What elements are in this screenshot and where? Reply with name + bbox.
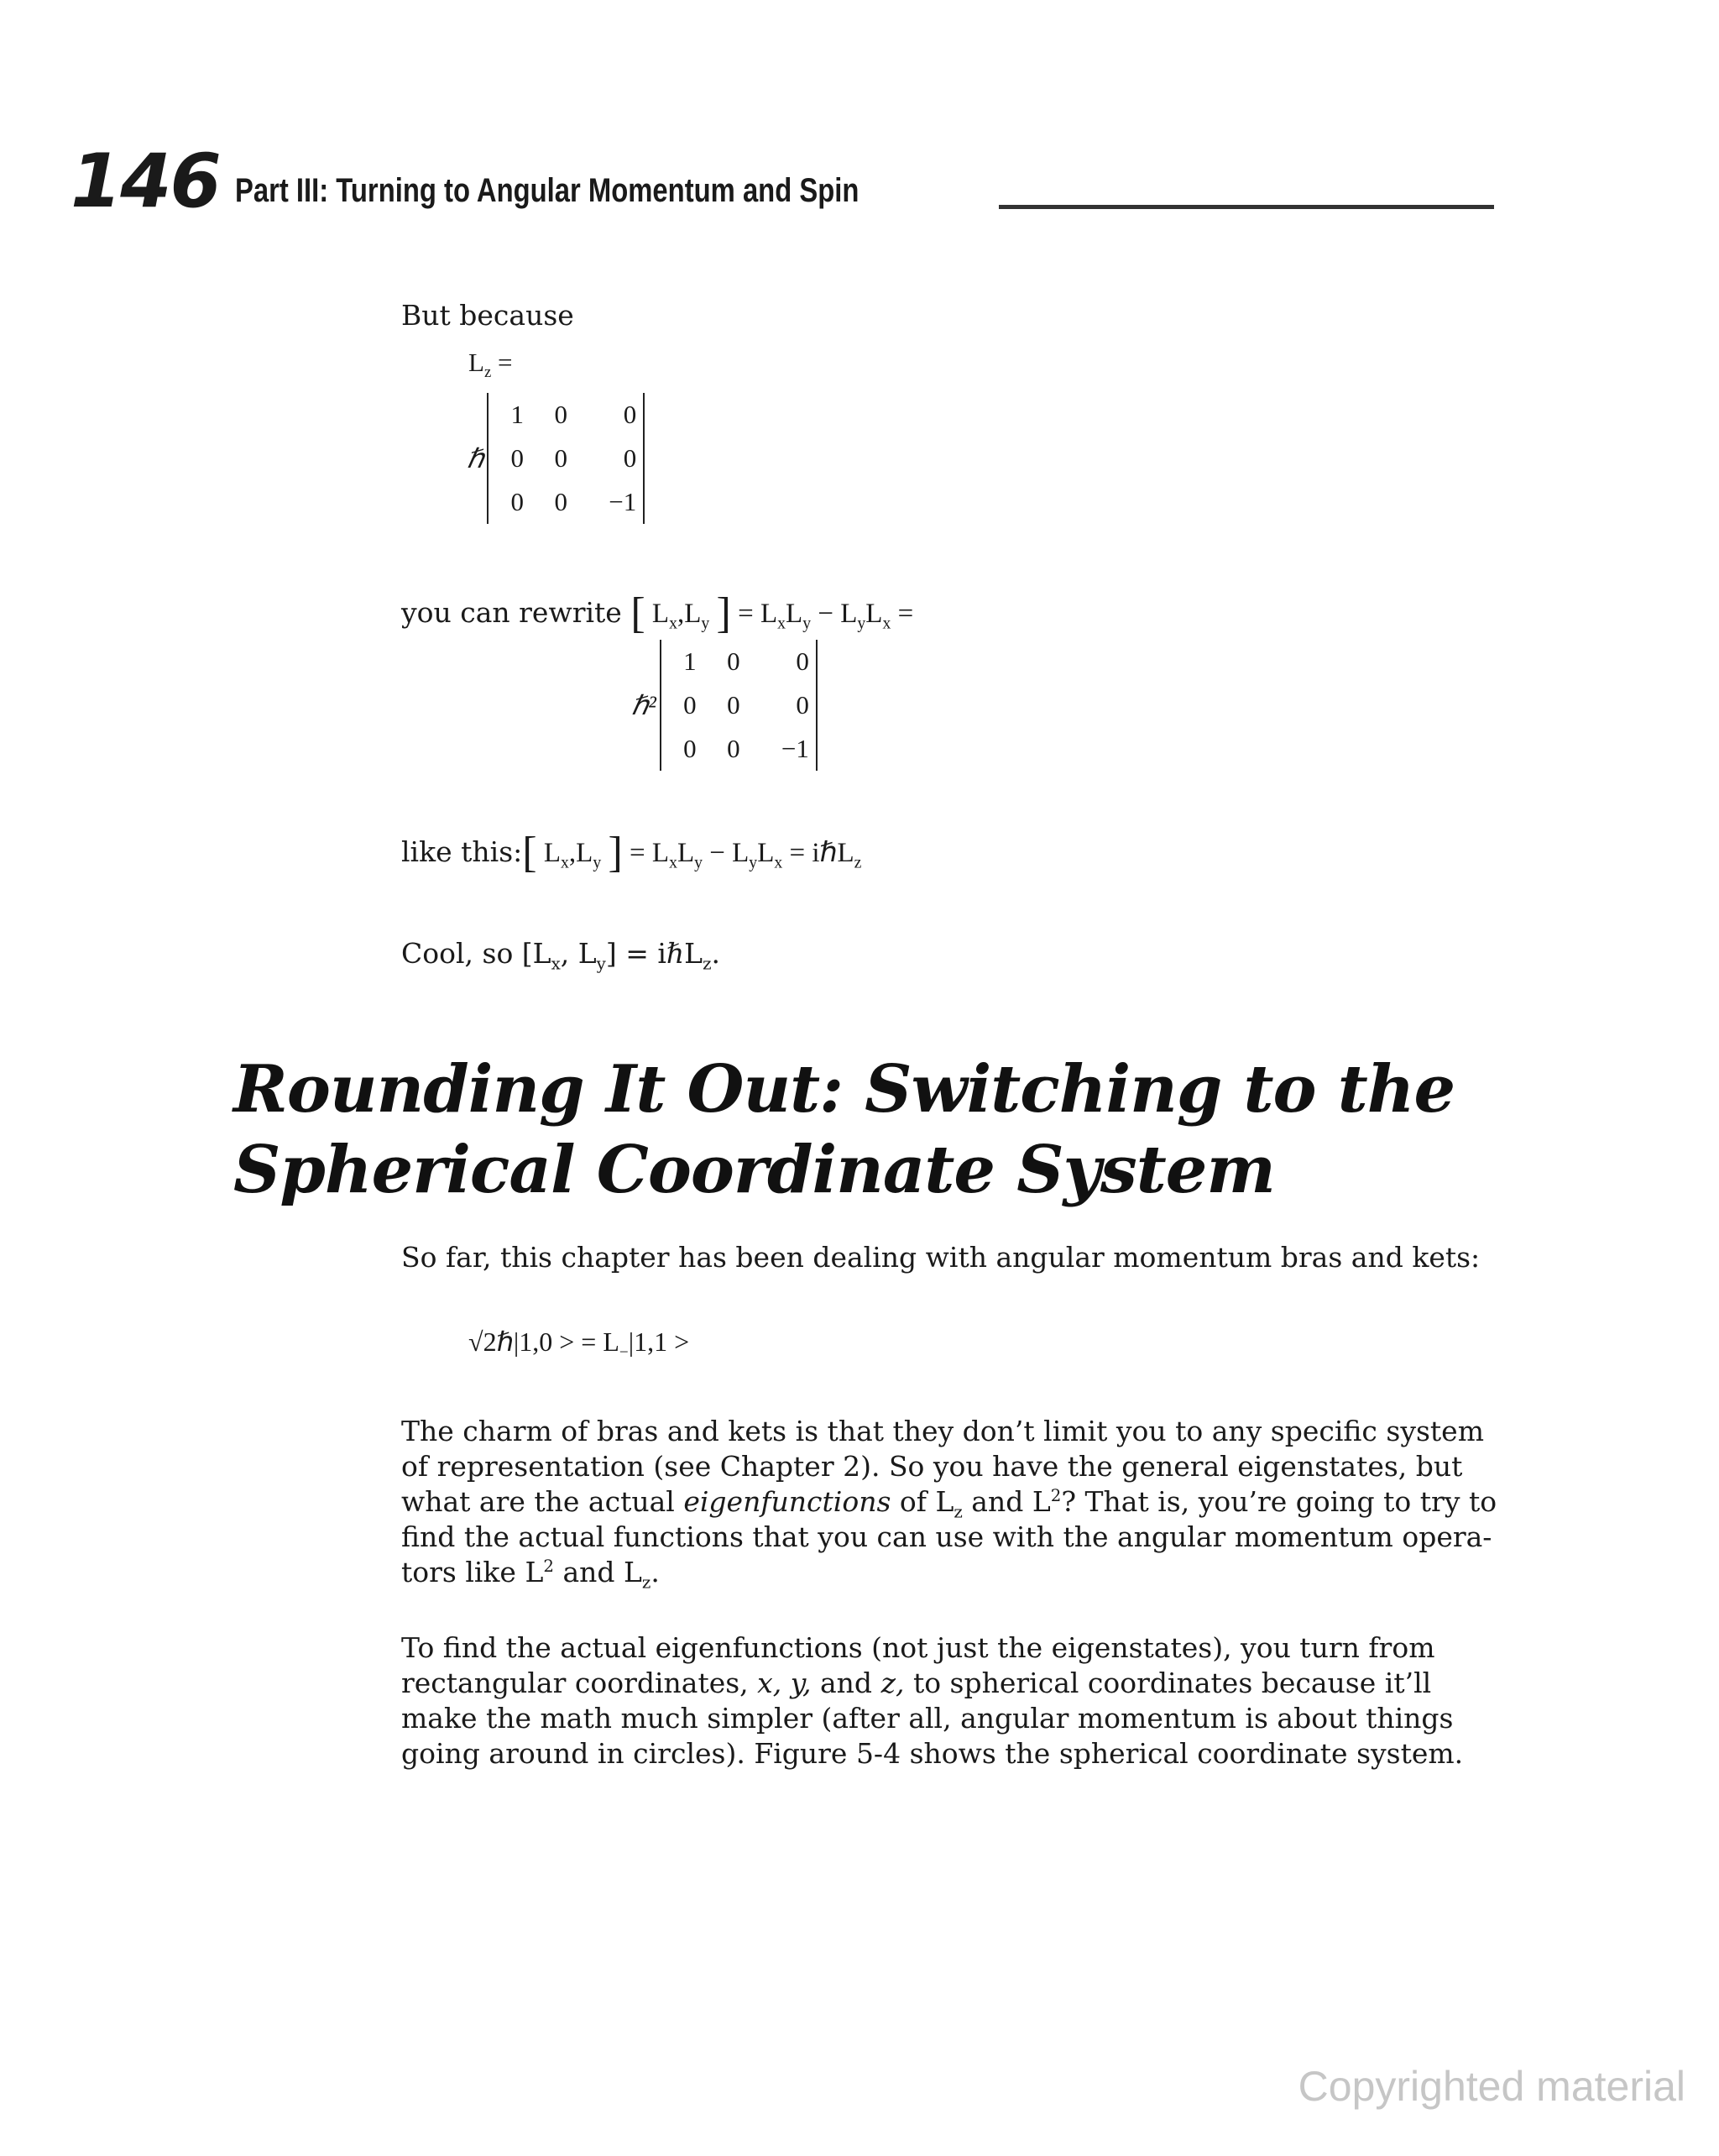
section-heading-line-2: Spherical Coordinate System — [233, 1132, 1275, 1208]
intro-paragraph: So far, this chapter has been dealing with angular momentum bras and kets: — [401, 1241, 1481, 1274]
matrix-cell: 0 — [510, 443, 525, 473]
paragraph-bras-kets: The charm of bras and kets is that they don’t limit you to any specific system of representation (see Chapter 2). So you have the general eigenstates, but what are the actual eigenfunctions of $L_z$ and $L^2$? That is, you’re going to try to find the actual functions that you can use with the angular momentum opera- tors like $L^2$ and $L_z$. — [401, 1415, 1497, 1593]
matrix-cell: 0 — [510, 487, 525, 516]
matrix-cell: −1 — [609, 487, 637, 516]
running-title: Part III: Turning to Angular Momentum and Spin — [235, 172, 860, 209]
matrix-cell: 0 — [683, 690, 697, 720]
lz-matrix — [467, 393, 645, 524]
like-this-line: like this:[ $L_x,L_y$ ] = $L_xL_y - L_yL_x$ = iℏL$_z$ — [401, 829, 862, 877]
matrix-cell: 0 — [727, 734, 740, 763]
hbar-squared-symbol: ℏ² — [631, 690, 656, 720]
matrix-cell: 0 — [623, 443, 637, 473]
ket-equation: √2ℏ|1,0 > = $L_-|1,1$ > — [468, 1327, 690, 1362]
lz-equation: $L_z$ = — [468, 348, 513, 382]
rewrite-line: you can rewrite [ $L_x,L_y$ ] = $L_xL_y - L_yL_x$ = — [401, 589, 914, 637]
page-number: 146 — [71, 138, 220, 224]
matrix-cell: 0 — [727, 646, 740, 676]
paragraph-spherical: To find the actual eigenfunctions (not just the eigenstates), you turn from rectangular coordinates, x, y, and z, to spherical coordinates because it’ll make the math much simpler (after all, angular momentum is about things going around in circles). Figure 5-4 shows the spherical coordinate system. — [401, 1631, 1464, 1770]
matrix-cell: 0 — [623, 400, 637, 429]
rewrite-matrix — [631, 640, 818, 771]
matrix-cell: 0 — [683, 734, 697, 763]
matrix-cell: 1 — [683, 646, 697, 676]
matrix-cell: 0 — [796, 646, 809, 676]
matrix-cell: 0 — [796, 690, 809, 720]
matrix-cell: 0 — [554, 400, 568, 429]
header-rule — [999, 205, 1494, 209]
but-because-text: But because — [401, 299, 574, 332]
section-heading — [233, 1049, 1455, 1211]
matrix-cell: −1 — [781, 734, 809, 763]
hbar-symbol: ℏ — [467, 443, 484, 474]
matrix-cell: 1 — [510, 400, 525, 429]
copyright-watermark: Copyrighted material — [1298, 2063, 1685, 2110]
section-heading-line-1: Rounding It Out: Switching to the — [233, 1051, 1455, 1128]
matrix-cell: 0 — [727, 690, 740, 720]
matrix-cell: 0 — [554, 487, 568, 516]
matrix-cell: 0 — [554, 443, 568, 473]
commutator-expression: [ $L_x,L_y$ ] = $L_xL_y - L_yL_x$ = — [630, 589, 914, 637]
cool-line: Cool, so [$L_x$, $L_y$] = iℏL$_z$. — [401, 937, 721, 974]
commutator-result: [ $L_x,L_y$ ] = $L_xL_y - L_yL_x$ = iℏL$_z$ — [522, 829, 862, 877]
